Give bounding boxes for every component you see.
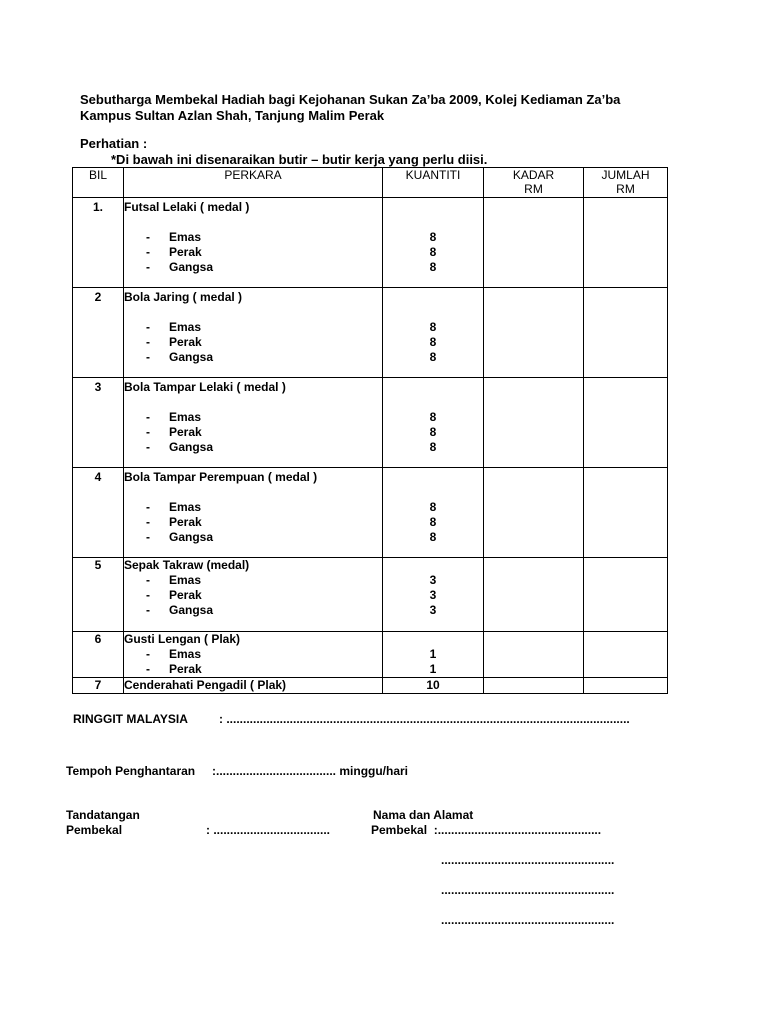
sub-item: [124, 500, 382, 515]
attention-label: Perhatian :: [80, 136, 148, 151]
attention-block: [80, 136, 487, 168]
tandatangan-label-1: Tandatangan: [66, 808, 140, 822]
cell-perkara: [124, 288, 383, 378]
sub-item-label: Gangsa: [169, 260, 214, 274]
header-perkara: PERKARA: [124, 168, 383, 198]
dash-bullet: -: [146, 603, 150, 617]
ringgit-value: : .........................................................................................................................: [219, 712, 630, 726]
sub-item-label: Perak: [169, 662, 202, 676]
header-jumlah: [584, 168, 668, 198]
nama-label-2: Pembekal: [371, 823, 428, 837]
quantity-value: 8: [429, 350, 437, 364]
quantity-value: 8: [429, 335, 437, 349]
cell-bil: [73, 198, 124, 288]
cell-perkara: [124, 632, 383, 678]
sub-item: [124, 245, 382, 260]
sub-item: [124, 350, 382, 365]
item-name: Bola Tampar Perempuan ( medal ): [124, 470, 318, 484]
sub-item-label: Perak: [169, 588, 202, 602]
quantity-value: 1: [429, 647, 437, 661]
cell-kuantiti: [383, 378, 484, 468]
header-jumlah-line-2: RM: [616, 182, 635, 196]
sub-item-label: Emas: [169, 647, 202, 661]
nama-label-1: Nama dan Alamat: [373, 808, 474, 822]
tandatangan-label-2: Pembekal: [66, 823, 123, 837]
table-row: [73, 288, 668, 378]
quantity-value: 8: [429, 425, 437, 439]
cell-jumlah: [584, 558, 668, 632]
dash-bullet: -: [146, 588, 150, 602]
row-number: 5: [94, 558, 102, 572]
dash-bullet: -: [146, 425, 150, 439]
cell-jumlah: [584, 198, 668, 288]
cell-jumlah: [584, 378, 668, 468]
header-jumlah-line-1: JUMLAH: [601, 168, 650, 182]
sub-item: [124, 530, 382, 545]
cell-kuantiti: [383, 198, 484, 288]
quantity-value: 3: [429, 603, 437, 617]
dash-bullet: -: [146, 320, 150, 334]
dash-bullet: -: [146, 260, 150, 274]
sub-item: [124, 662, 382, 677]
cell-bil: [73, 678, 124, 694]
table-row: [73, 558, 668, 632]
ringgit-label: RINGGIT MALAYSIA: [73, 712, 188, 726]
sub-item: [124, 573, 382, 588]
cell-bil: [73, 558, 124, 632]
cell-perkara: [124, 378, 383, 468]
cell-kuantiti: [383, 678, 484, 694]
cell-kadar: [484, 558, 584, 632]
row-number: 7: [94, 678, 102, 692]
header-bil: BIL: [73, 168, 124, 198]
quantity-value: 10: [426, 678, 440, 692]
tempoh-label: Tempoh Penghantaran: [66, 764, 196, 778]
sub-item-label: Perak: [169, 335, 202, 349]
cell-bil: [73, 632, 124, 678]
dash-bullet: -: [146, 410, 150, 424]
row-number: 4: [94, 470, 102, 484]
item-name: Sepak Takraw (medal): [124, 558, 250, 572]
sub-item: [124, 647, 382, 662]
quantity-value: 3: [429, 573, 437, 587]
nama-value: :.................................................: [433, 823, 602, 837]
cell-kuantiti: [383, 468, 484, 558]
dash-bullet: -: [146, 245, 150, 259]
dash-bullet: -: [146, 662, 150, 676]
cell-kadar: [484, 678, 584, 694]
cell-kadar: [484, 288, 584, 378]
sub-item: [124, 230, 382, 245]
row-number: 6: [94, 632, 102, 646]
quantity-value: 8: [429, 245, 437, 259]
title-line-1: Sebutharga Membekal Hadiah bagi Kejohanan Sukan Za’ba 2009, Kolej Kediaman Za’ba: [80, 92, 621, 107]
tempoh-value: :.................................... minggu/hari: [212, 764, 409, 778]
quantity-value: 8: [429, 530, 437, 544]
cell-perkara: [124, 558, 383, 632]
sub-item-label: Gangsa: [169, 440, 214, 454]
item-name: Bola Jaring ( medal ): [124, 290, 243, 304]
sub-item-label: Perak: [169, 245, 202, 259]
sub-item-label: Gangsa: [169, 350, 214, 364]
cell-jumlah: [584, 632, 668, 678]
sub-item: [124, 603, 382, 618]
document-title: [80, 92, 700, 124]
sub-item: [124, 440, 382, 455]
dash-bullet: -: [146, 335, 150, 349]
cell-kadar: [484, 468, 584, 558]
cell-jumlah: [584, 678, 668, 694]
quantity-value: 1: [429, 662, 437, 676]
row-number: 3: [94, 380, 102, 394]
sub-item: [124, 410, 382, 425]
sub-item-label: Emas: [169, 410, 202, 424]
quantity-value: 8: [429, 410, 437, 424]
quantity-value: 8: [429, 500, 437, 514]
sub-item-label: Emas: [169, 320, 202, 334]
sub-item: [124, 588, 382, 603]
quantity-value: 8: [429, 515, 437, 529]
tandatangan-value: : ...................................: [206, 823, 331, 837]
table-row: [73, 632, 668, 678]
dash-bullet: -: [146, 515, 150, 529]
table-row: [73, 468, 668, 558]
cell-kadar: [484, 632, 584, 678]
tandatangan-field: [66, 808, 330, 838]
header-kuantiti: KUANTITI: [383, 168, 484, 198]
row-number: 1.: [92, 200, 103, 214]
dash-bullet: -: [146, 647, 150, 661]
header-kadar: [484, 168, 584, 198]
cell-perkara: [124, 678, 383, 694]
dash-bullet: -: [146, 500, 150, 514]
address-line-3: ....................................................: [441, 913, 615, 927]
sub-item-label: Perak: [169, 425, 202, 439]
header-kadar-line-2: RM: [524, 182, 543, 196]
item-name: Gusti Lengan ( Plak): [124, 632, 241, 646]
sub-item-label: Gangsa: [169, 603, 214, 617]
cell-jumlah: [584, 288, 668, 378]
quantity-value: 8: [429, 260, 437, 274]
sub-item-label: Emas: [169, 230, 202, 244]
sub-item: [124, 320, 382, 335]
sub-item: [124, 260, 382, 275]
cell-kuantiti: [383, 558, 484, 632]
sub-item-label: Gangsa: [169, 530, 214, 544]
sub-item: [124, 425, 382, 440]
quantity-value: 8: [429, 230, 437, 244]
cell-perkara: [124, 198, 383, 288]
cell-perkara: [124, 468, 383, 558]
address-line-2: ....................................................: [441, 883, 615, 897]
item-name: Futsal Lelaki ( medal ): [124, 200, 250, 214]
ringgit-malaysia-field: [73, 712, 630, 726]
cell-bil: [73, 288, 124, 378]
cell-kuantiti: [383, 288, 484, 378]
cell-kadar: [484, 378, 584, 468]
cell-kadar: [484, 198, 584, 288]
item-name: Bola Tampar Lelaki ( medal ): [124, 380, 286, 394]
table-row: [73, 198, 668, 288]
sub-item: [124, 335, 382, 350]
dash-bullet: -: [146, 440, 150, 454]
cell-bil: [73, 378, 124, 468]
dash-bullet: -: [146, 350, 150, 364]
dash-bullet: -: [146, 573, 150, 587]
table-row: [73, 378, 668, 468]
sub-item-label: Emas: [169, 500, 202, 514]
row-number: 2: [94, 290, 102, 304]
nama-alamat-field: [371, 808, 601, 838]
tempoh-penghantaran-field: [66, 764, 408, 778]
quantity-value: 8: [429, 440, 437, 454]
table-row: [73, 678, 668, 694]
sub-item-label: Perak: [169, 515, 202, 529]
cell-kuantiti: [383, 632, 484, 678]
title-line-2: Kampus Sultan Azlan Shah, Tanjung Malim Perak: [80, 108, 385, 123]
sub-item-label: Emas: [169, 573, 202, 587]
quantity-value: 8: [429, 320, 437, 334]
quantity-value: 3: [429, 588, 437, 602]
address-line-1: ....................................................: [441, 853, 615, 867]
cell-jumlah: [584, 468, 668, 558]
table-header-row: [73, 168, 668, 198]
attention-note: *Di bawah ini disenaraikan butir – butir kerja yang perlu diisi.: [111, 152, 488, 167]
dash-bullet: -: [146, 530, 150, 544]
sub-item: [124, 515, 382, 530]
quotation-table: [72, 167, 668, 694]
item-name: Cenderahati Pengadil ( Plak): [124, 678, 287, 692]
cell-bil: [73, 468, 124, 558]
header-kadar-line-1: KADAR: [512, 168, 555, 182]
dash-bullet: -: [146, 230, 150, 244]
